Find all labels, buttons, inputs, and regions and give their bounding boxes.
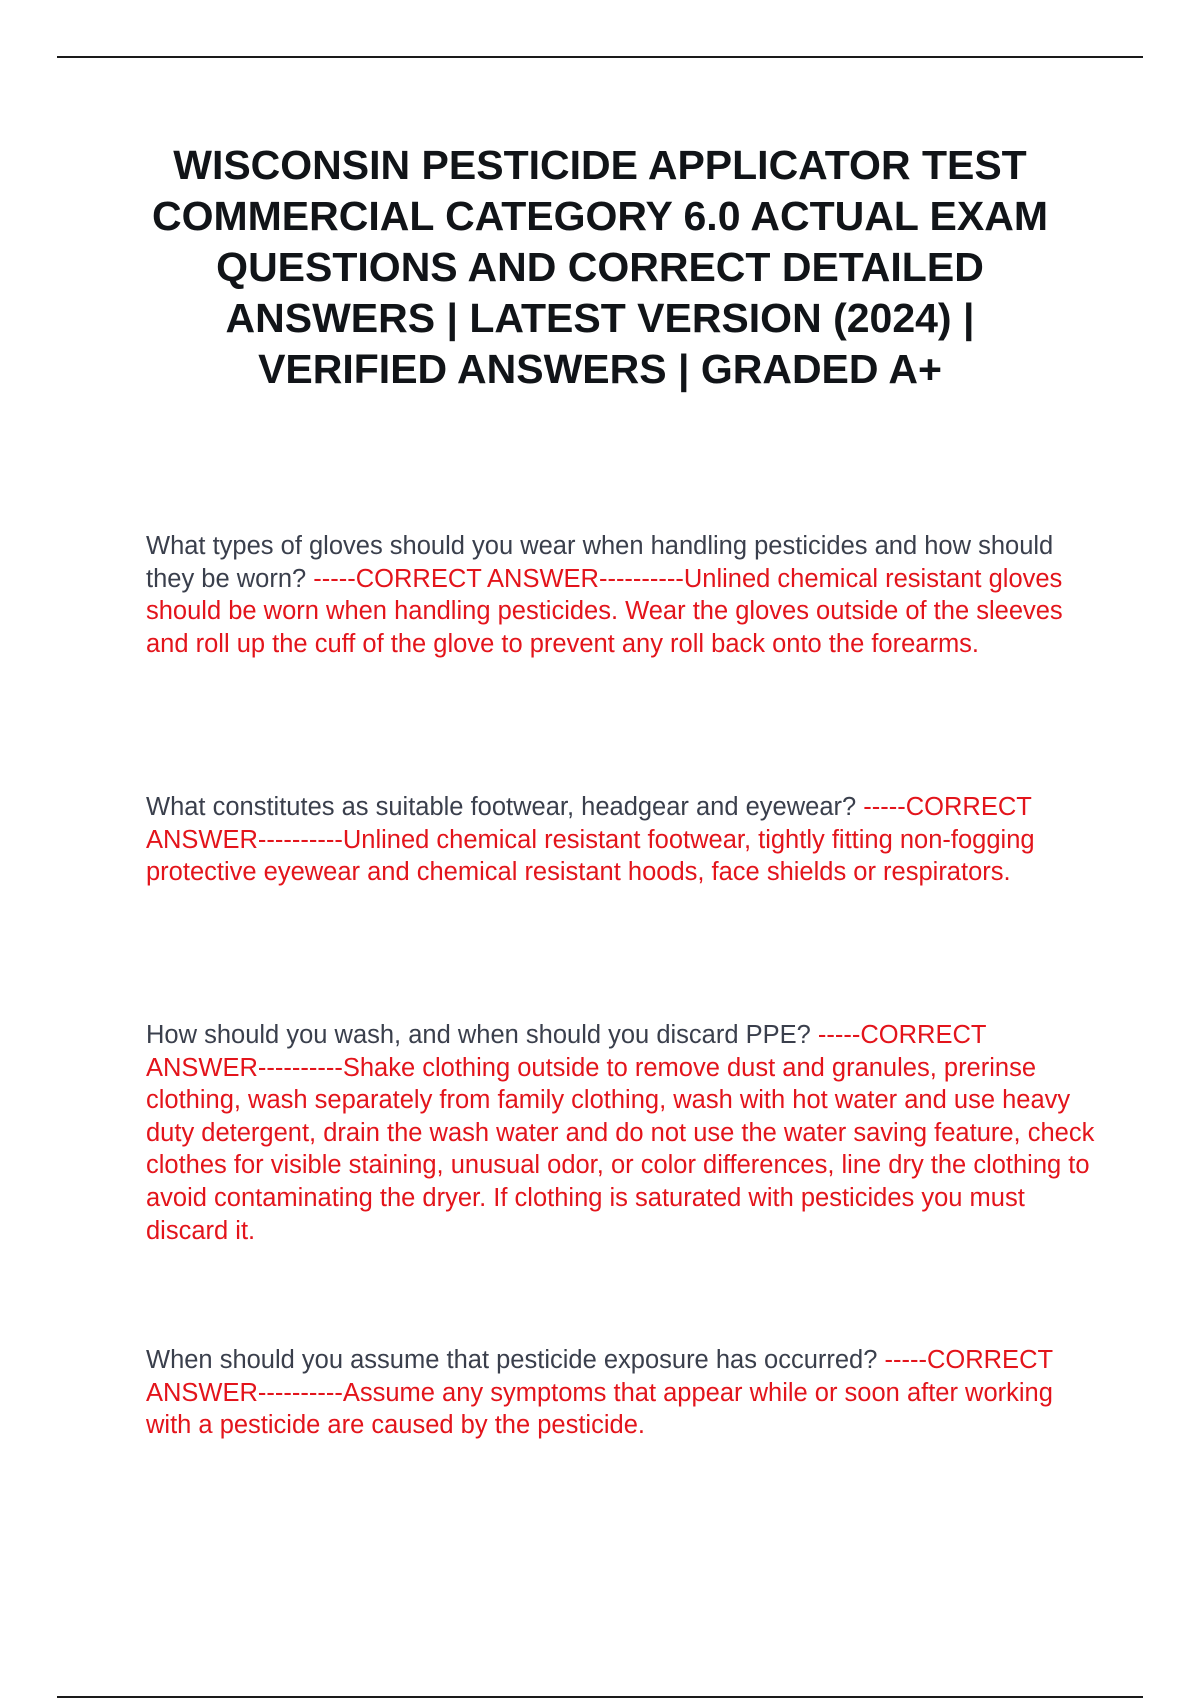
top-divider xyxy=(57,56,1143,58)
answer-text: -----CORRECT ANSWER----------Assume any symptoms that appear while or soon after working with a pesticide are caused by the pesticide. xyxy=(146,1346,1053,1440)
qa-item-gloves xyxy=(146,530,1096,660)
question-text: When should you assume that pesticide exposure has occurred? xyxy=(146,1346,878,1374)
bottom-divider xyxy=(57,1696,1143,1698)
qa-item-exposure xyxy=(146,1344,1096,1442)
answer-text: -----CORRECT ANSWER----------Shake clothing outside to remove dust and granules, prerinse clothing, wash separately from family clothing, wash with hot water and use heavy duty detergent, drain the wash water and do not use the water saving feature, check clothes for visible staining, unusual odor, or color differences, line dry the clothing to avoid contaminating the dryer. If clothing is saturated with pesticides you must discard it. xyxy=(146,1021,1095,1245)
answer-text: -----CORRECT ANSWER----------Unlined chemical resistant gloves should be worn when handling pesticides. Wear the gloves outside of the sleeves and roll up the cuff of the glove to prevent any roll back onto the forearms. xyxy=(146,564,1063,658)
question-text: What types of gloves should you wear when handling pesticides and how should they be worn? xyxy=(146,532,1054,593)
qa-item-footwear xyxy=(146,791,1096,889)
document-title: WISCONSIN PESTICIDE APPLICATOR TEST COMMERCIAL CATEGORY 6.0 ACTUAL EXAM QUESTIONS AND CORRECT DETAILED ANSWERS | LATEST VERSION (2024) | VERIFIED ANSWERS | GRADED A+ xyxy=(152,142,1048,392)
qa-item-ppe-washing xyxy=(146,1019,1096,1247)
answer-text: -----CORRECT ANSWER----------Unlined chemical resistant footwear, tightly fitting non-fogging protective eyewear and chemical resistant hoods, face shields or respirators. xyxy=(146,793,1035,887)
question-text: What constitutes as suitable footwear, headgear and eyewear? xyxy=(146,793,857,821)
question-text: How should you wash, and when should you discard PPE? xyxy=(146,1021,811,1049)
